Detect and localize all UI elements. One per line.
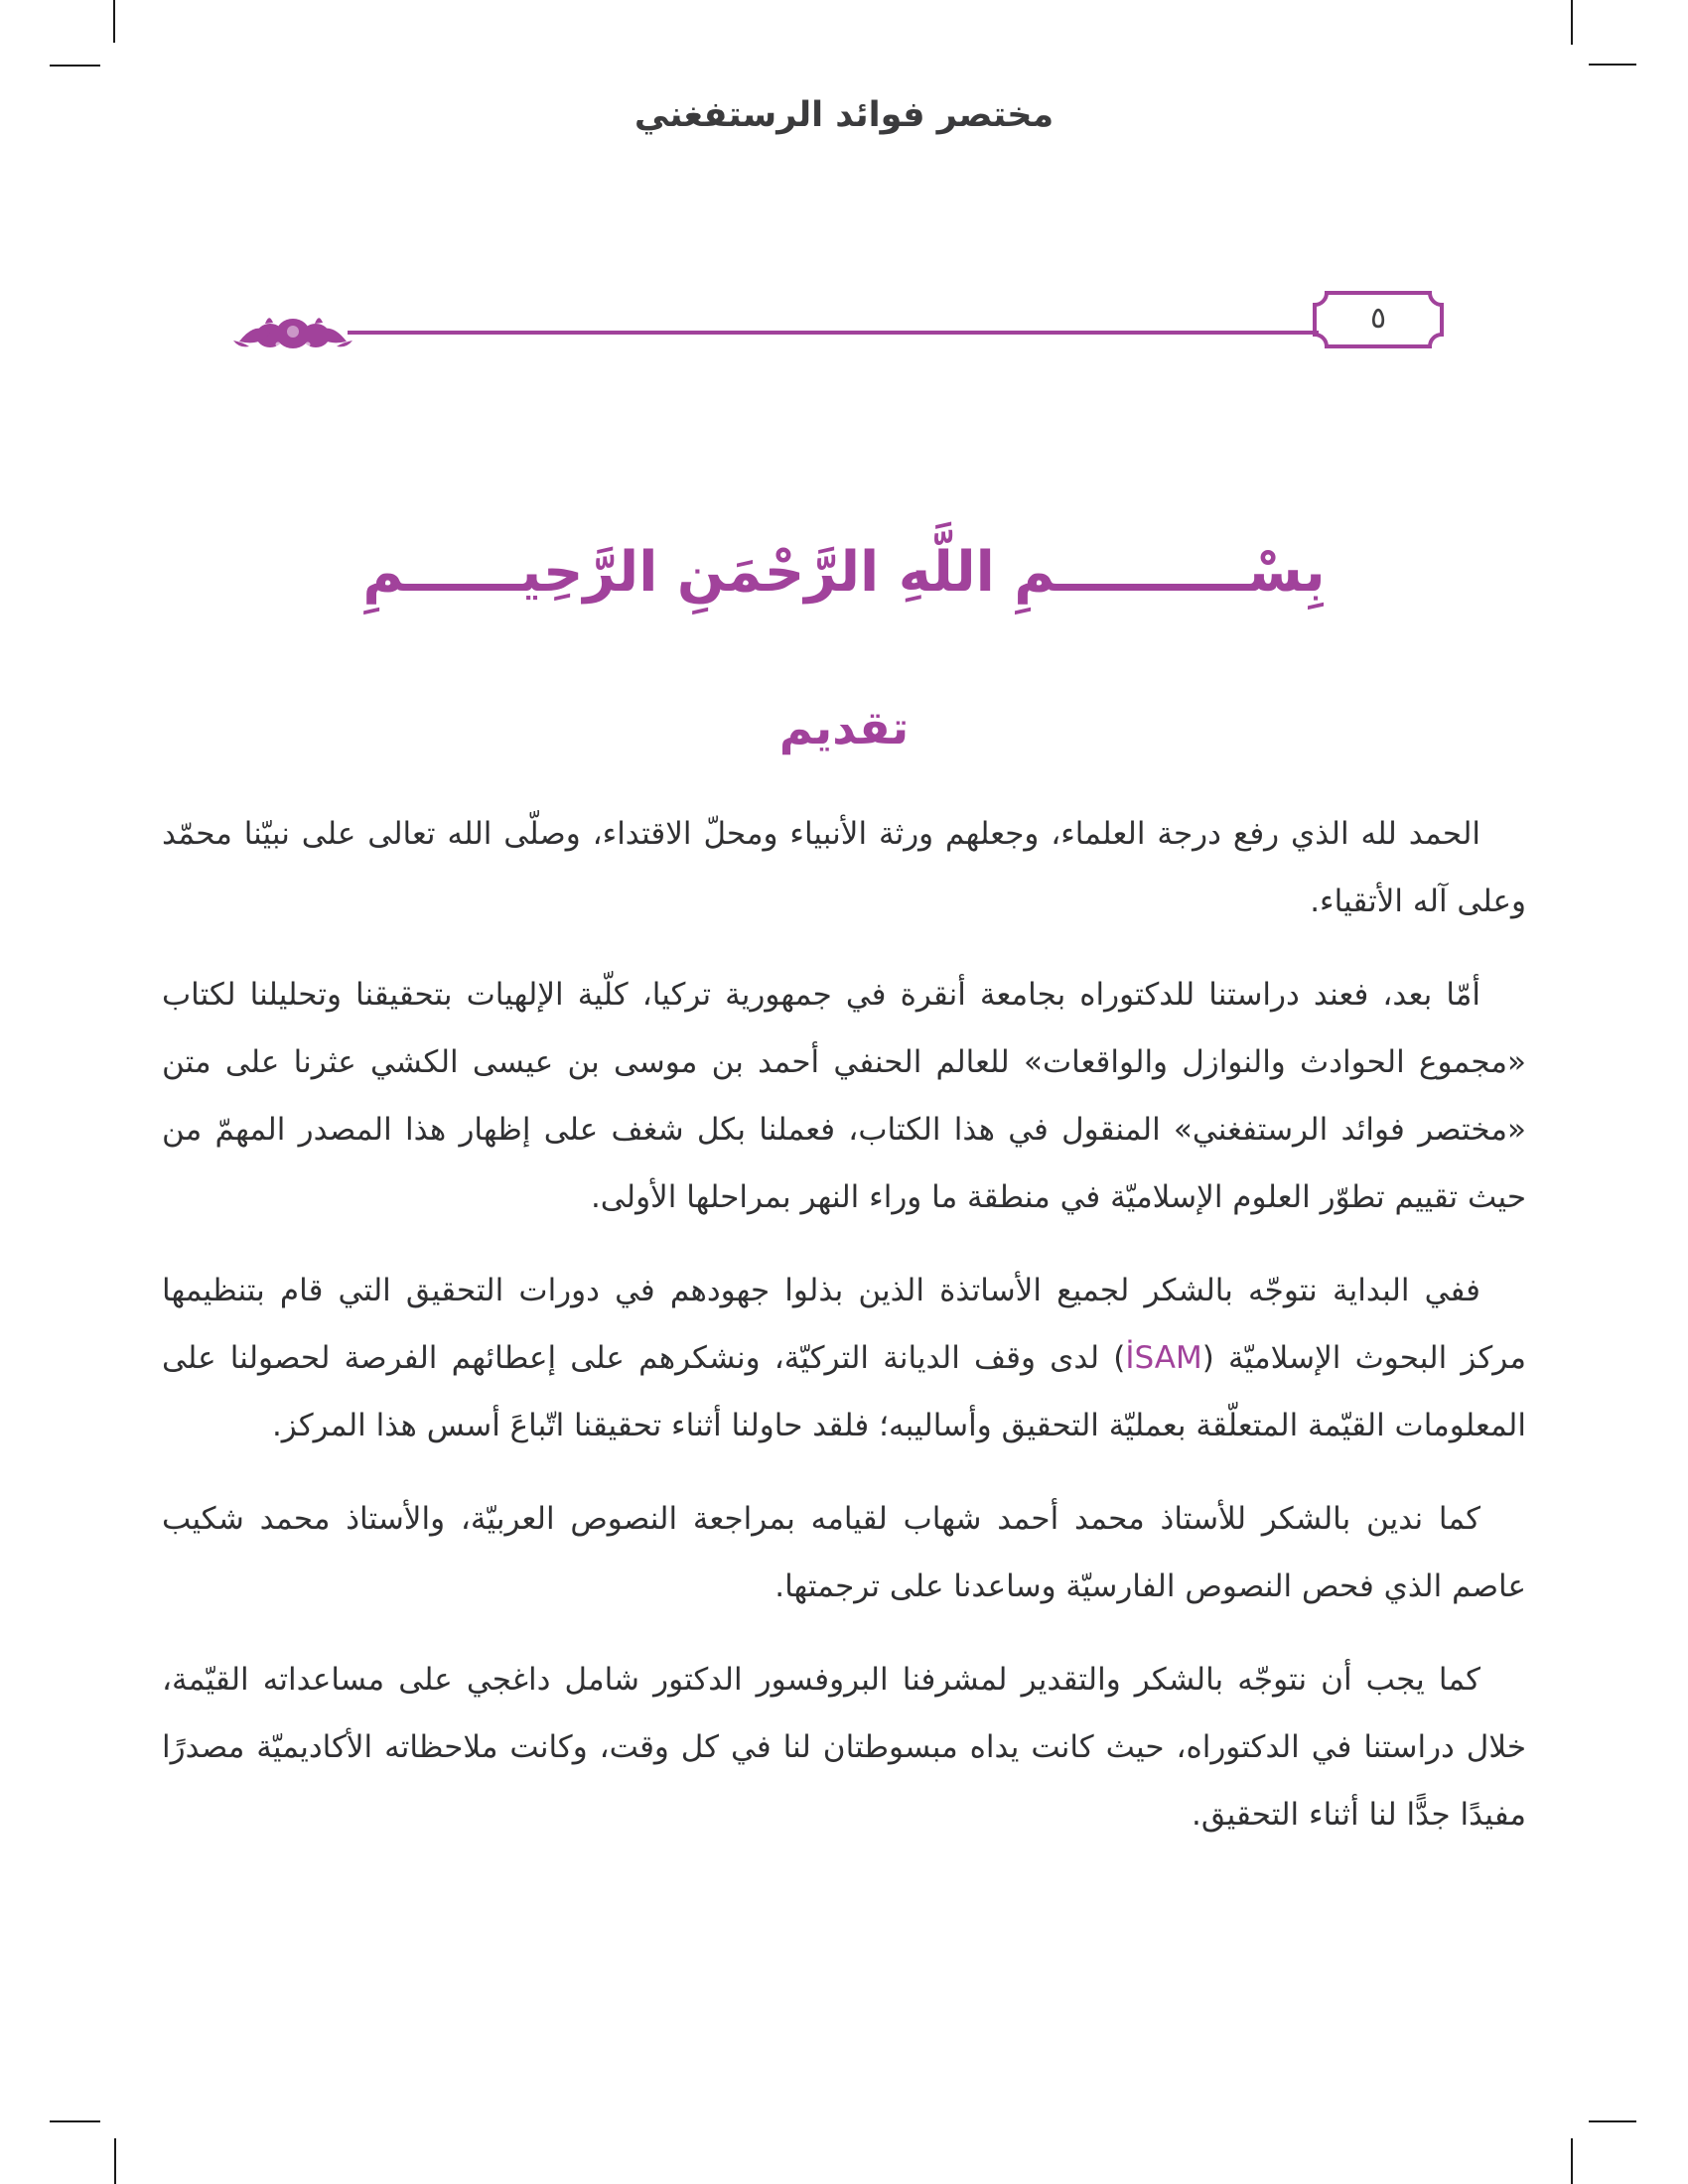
crop-mark-bottom-right-horizontal	[1589, 2120, 1636, 2122]
crop-mark-top-left-vertical	[113, 0, 115, 43]
paragraph-amma-baad: أمّا بعد، فعند دراستنا للدكتوراه بجامعة أنقرة في جمهورية تركيا، كلّية الإلهيات بتحقيقنا وتحليلنا لكتاب «مجموع الحوادث والنوازل والواقعات» للعالم الحنفي أحمد بن موسى بن عيسى الكشي عثرنا على متن «مختصر فوائد الرستفغني» المنقول في هذا الكتاب، فعملنا بكل شغف على إظهار هذا المصدر المهمّ من حيث تقييم تطوّر العلوم الإسلاميّة في منطقة ما وراء النهر بمراحلها الأولى.	[162, 977, 1526, 1215]
paragraph-hamd: الحمد لله الذي رفع درجة العلماء، وجعلهم ورثة الأنبياء ومحلّ الاقتداء، وصلّى الله تعالى على نبيّنا محمّد وعلى آله الأتقياء.	[162, 816, 1526, 919]
crop-mark-bottom-left-horizontal	[50, 2120, 100, 2122]
paragraph-thanks-isam-after: ) لدى وقف الديانة التركيّة، ونشكرهم على إعطائهم الفرصة لحصولنا على المعلومات القيّمة المتعلّقة بعمليّة التحقيق وأساليبه؛ فلقد حاولنا أثناء تحقيقنا اتّباعَ أسس هذا المركز.	[162, 1340, 1526, 1443]
page-number: ٥	[1369, 300, 1387, 336]
basmala-calligraphy: بِسْــــــــــمِ اللَّهِ الرَّحْمَنِ الرَّحِيــــــمِ	[362, 540, 1326, 605]
running-head-title: مختصر فوائد الرستفغني	[633, 95, 1055, 135]
paragraph-thanks-isam	[162, 1257, 1526, 1459]
crop-mark-top-left-horizontal	[50, 65, 100, 67]
isam-acronym: İSAM	[1125, 1340, 1202, 1376]
body-text	[162, 800, 1526, 1874]
paragraph-thanks-reviewers: كما ندين بالشكر للأستاذ محمد أحمد شهاب لقيامه بمراجعة النصوص العربيّة، والأستاذ محمد شكيب عاصم الذي فحص النصوص الفارسيّة وساعدنا على ترجمتها.	[162, 1501, 1526, 1604]
paragraph-thanks-isam-before: ففي البداية نتوجّه بالشكر لجميع الأساتذة الذين بذلوا جهودهم في دورات التحقيق التي قام بتنظيمها مركز البحوث الإسلاميّة (	[162, 1273, 1526, 1376]
page-number-box	[1313, 291, 1444, 348]
crop-mark-bottom-right-vertical	[1571, 2138, 1573, 2184]
floral-ornament-icon	[231, 311, 354, 352]
crop-mark-top-right-vertical	[1571, 0, 1573, 45]
header-rule-line	[348, 331, 1319, 335]
header-rule-row	[0, 144, 1688, 336]
section-title: تقديم	[778, 701, 910, 754]
crop-mark-bottom-left-vertical	[114, 2138, 116, 2184]
crop-mark-top-right-horizontal	[1589, 64, 1636, 66]
paragraph-thanks-supervisor: كما يجب أن نتوجّه بالشكر والتقدير لمشرفنا البروفسور الدكتور شامل داغجي على مساعداته القيّمة، خلال دراستنا في الدكتوراه، حيث كانت يداه مبسوطتان لنا في كل وقت، وكانت ملاحظاته الأكاديميّة مصدرًا مفيدًا جدًّا لنا أثناء التحقيق.	[162, 1662, 1526, 1833]
